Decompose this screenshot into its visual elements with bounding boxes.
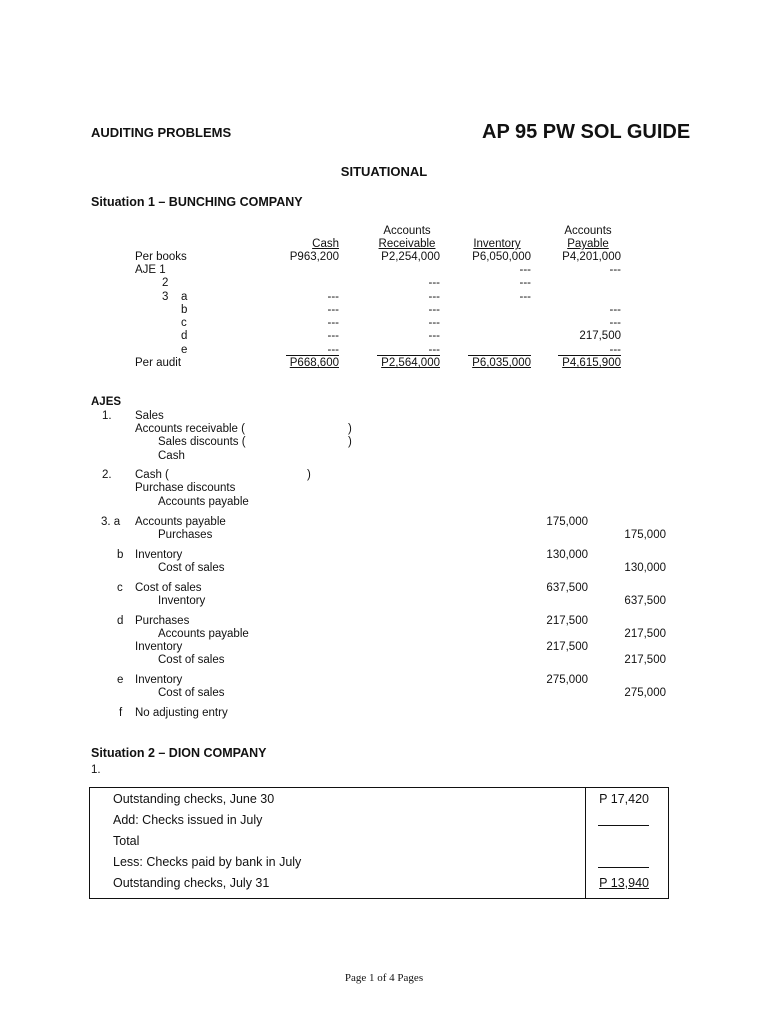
entry-credit: 275,000 [624,687,666,699]
reconciliation-row-label: Outstanding checks, July 31 [113,876,270,890]
entry-number: 3. a [101,516,121,528]
col-header-cash: Cash [312,238,339,250]
entry-debit: 217,500 [546,615,588,627]
reconciliation-row-label: Add: Checks issued in July [113,813,263,827]
table-cell-ar: --- [428,277,440,289]
table-cell-cash: --- [327,317,339,329]
reconciliation-row-value: P 17,420 [599,792,649,806]
entry-line: Cash ( [135,469,169,481]
table-cell-ap: --- [609,344,621,356]
table-cell-ap: --- [609,264,621,276]
reconciliation-row-label: Total [113,834,140,848]
entry-line: Purchases [158,529,213,541]
col-header-ap-bottom: Payable [567,238,609,250]
table-cell-ap: 217,500 [579,330,621,342]
table-row-label: Per books [135,251,187,263]
situation1-title: Situation 1 – BUNCHING COMPANY [91,195,303,209]
table-cell-ap-total: P4,615,900 [562,357,621,369]
table-cell-ar: --- [428,330,440,342]
table-cell-ap: P4,201,000 [562,251,621,263]
table-row-label: 2 [162,277,169,289]
blank-answer-line [598,825,649,826]
entry-line: Accounts receivable ( [135,423,245,435]
table-cell-cash: P963,200 [289,251,339,263]
entry-number: 2. [102,469,112,481]
col-header-inventory: Inventory [473,238,521,250]
total-rule-inventory [468,355,531,356]
col-header-ar-bottom: Receivable [378,238,436,250]
reconciliation-row-label: Less: Checks paid by bank in July [113,855,302,869]
entry-line: Accounts payable [135,516,226,528]
reconciliation-row-label: Outstanding checks, June 30 [113,792,275,806]
entry-line: Cash [158,450,185,462]
table-row-label: Per audit [135,357,182,369]
header-right-title: AP 95 PW SOL GUIDE [482,121,691,143]
page-subtitle: SITUATIONAL [340,164,428,179]
table-cell-ar: --- [428,304,440,316]
entry-line: Purchase discounts [135,482,236,494]
header-left-title: AUDITING PROBLEMS [91,125,232,140]
table-cell-ar-total: P2,564,000 [381,357,440,369]
entry-debit: 637,500 [546,582,588,594]
entry-line: Accounts payable [158,628,249,640]
situation2-item-number: 1. [91,764,101,776]
entry-line: Cost of sales [158,687,225,699]
table-cell-ar: --- [428,317,440,329]
entry-credit: 217,500 [624,654,666,666]
entry-line: Inventory [158,595,206,607]
table-cell-ar: P2,254,000 [381,251,440,263]
entry-debit: 217,500 [546,641,588,653]
col-header-ap-top: Accounts [564,225,612,237]
table-cell-inventory: --- [519,277,531,289]
table-cell-ap: --- [609,317,621,329]
table-cell-cash-total: P668,600 [289,357,339,369]
col-header-ar-top: Accounts [383,225,431,237]
entry-credit: 217,500 [624,628,666,640]
entry-paren-close: ) [307,469,311,481]
table-cell-ar: --- [428,291,440,303]
entry-line: Accounts payable [158,496,249,508]
entry-number: c [117,582,123,594]
ajes-title: AJES [91,396,122,408]
table-row-sublabel: a [181,291,188,303]
entry-number: b [117,549,124,561]
reconciliation-box-divider [585,787,586,898]
total-rule-ap [558,355,621,356]
entry-line: Sales [135,410,164,422]
entry-line: Purchases [135,615,190,627]
entry-line: Inventory [135,674,183,686]
entry-line: Cost of sales [135,582,202,594]
table-cell-cash: --- [327,291,339,303]
entry-paren-close: ) [348,423,352,435]
table-row-sublabel: d [181,330,188,342]
situation2-title: Situation 2 – DION COMPANY [91,746,267,760]
entry-number: f [119,707,123,719]
table-cell-inventory: P6,050,000 [472,251,531,263]
reconciliation-row-value-total: P 13,940 [599,876,649,890]
entry-debit: 130,000 [546,549,588,561]
table-row-sublabel: e [181,344,188,356]
table-cell-cash: --- [327,344,339,356]
entry-line: Inventory [135,641,183,653]
entry-paren-close: ) [348,436,352,448]
table-row-label: 3 [162,291,169,303]
table-cell-inventory-total: P6,035,000 [472,357,531,369]
table-row-sublabel: c [181,317,187,329]
entry-number: 1. [102,410,112,422]
table-cell-cash: --- [327,304,339,316]
entry-credit: 130,000 [624,562,666,574]
page-footer: Page 1 of 4 Pages [344,972,424,984]
table-cell-inventory: --- [519,291,531,303]
total-rule-ar [377,355,440,356]
table-cell-cash: --- [327,330,339,342]
entry-line: No adjusting entry [135,707,228,719]
entry-line: Cost of sales [158,654,225,666]
table-row-sublabel: b [181,304,188,316]
entry-debit: 175,000 [546,516,588,528]
entry-credit: 175,000 [624,529,666,541]
table-cell-ar: --- [428,344,440,356]
entry-number: d [117,615,124,627]
table-cell-ap: --- [609,304,621,316]
total-rule-cash [286,355,339,356]
blank-answer-line [598,867,649,868]
entry-credit: 637,500 [624,595,666,607]
entry-line: Sales discounts ( [158,436,246,448]
table-cell-inventory: --- [519,264,531,276]
entry-line: Cost of sales [158,562,225,574]
entry-line: Inventory [135,549,183,561]
entry-number: e [117,674,124,686]
table-row-label: AJE 1 [135,264,166,276]
entry-debit: 275,000 [546,674,588,686]
